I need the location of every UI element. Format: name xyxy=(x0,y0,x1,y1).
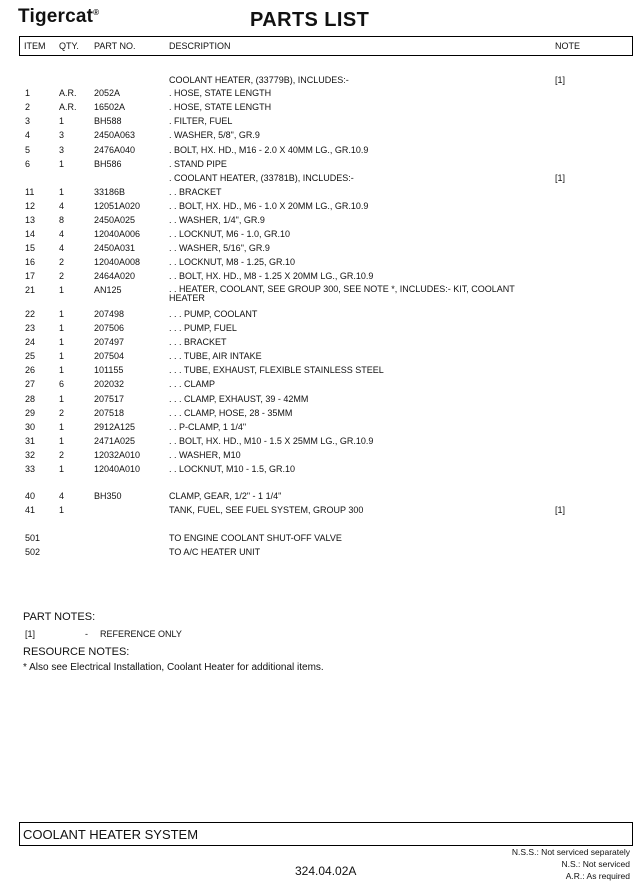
item-number: 3 xyxy=(25,116,31,126)
description: . . . BRACKET xyxy=(169,337,227,347)
item-number: 501 xyxy=(25,533,41,543)
col-header-description: DESCRIPTION xyxy=(169,41,231,51)
item-number: 28 xyxy=(25,394,36,404)
description: TANK, FUEL, SEE FUEL SYSTEM, GROUP 300 xyxy=(169,505,364,515)
description: . . WASHER, M10 xyxy=(169,450,241,460)
part-number: 33186B xyxy=(94,187,126,197)
description: COOLANT HEATER, (33779B), INCLUDES:- xyxy=(169,75,349,85)
part-number: 12032A010 xyxy=(94,450,141,460)
description: . . LOCKNUT, M6 - 1.0, GR.10 xyxy=(169,229,291,239)
logo-text: Tigercat xyxy=(18,6,94,27)
part-number: 207506 xyxy=(94,323,125,333)
part-number: 12040A008 xyxy=(94,257,141,267)
quantity: 1 xyxy=(59,464,65,474)
description: . HOSE, STATE LENGTH xyxy=(169,88,272,98)
quantity: 3 xyxy=(59,145,65,155)
item-number: 6 xyxy=(25,159,31,169)
description: . . P-CLAMP, 1 1/4" xyxy=(169,422,247,432)
quantity: 4 xyxy=(59,201,65,211)
description: . HOSE, STATE LENGTH xyxy=(169,102,272,112)
description: . . . PUMP, COOLANT xyxy=(169,309,258,319)
part-number: 207517 xyxy=(94,394,125,404)
quantity: 2 xyxy=(59,450,65,460)
description: . . BOLT, HX. HD., M6 - 1.0 X 20MM LG., GR.10.9 xyxy=(169,201,369,211)
quantity: 1 xyxy=(59,505,65,515)
part-number: 2450A025 xyxy=(94,215,136,225)
part-number: 12040A010 xyxy=(94,464,141,474)
quantity: 8 xyxy=(59,215,65,225)
section-title: COOLANT HEATER SYSTEM xyxy=(23,827,199,842)
quantity: 1 xyxy=(59,422,65,432)
quantity: 2 xyxy=(59,257,65,267)
quantity: 1 xyxy=(59,365,65,375)
part-number: AN125 xyxy=(94,285,122,295)
quantity: 1 xyxy=(59,394,65,404)
part-number: 101155 xyxy=(94,365,124,375)
part-number: 207498 xyxy=(94,309,125,319)
description: . . LOCKNUT, M8 - 1.25, GR.10 xyxy=(169,257,296,267)
item-number: 22 xyxy=(25,309,36,319)
item-number: 21 xyxy=(25,285,36,295)
part-number: 2450A063 xyxy=(94,130,136,140)
item-number: 502 xyxy=(25,547,41,557)
part-number: BH350 xyxy=(94,491,122,501)
part-number: 202032 xyxy=(94,379,125,389)
table-header xyxy=(19,36,633,56)
item-number: 12 xyxy=(25,201,36,211)
description: . . WASHER, 1/4", GR.9 xyxy=(169,215,265,225)
quantity: 2 xyxy=(59,271,65,281)
item-number: 1 xyxy=(25,88,31,98)
description: . . . PUMP, FUEL xyxy=(169,323,237,333)
item-number: 27 xyxy=(25,379,36,389)
part-number: 207504 xyxy=(94,351,125,361)
quantity: 1 xyxy=(59,323,65,333)
description: . . . CLAMP, EXHAUST, 39 - 42MM xyxy=(169,394,309,404)
description: TO A/C HEATER UNIT xyxy=(169,547,261,557)
part-note-text: REFERENCE ONLY xyxy=(100,629,182,639)
item-number: 16 xyxy=(25,257,36,267)
quantity: A.R. xyxy=(59,88,77,98)
item-number: 25 xyxy=(25,351,36,361)
quantity: 4 xyxy=(59,229,65,239)
part-note-ref: [1] xyxy=(25,629,36,639)
item-number: 17 xyxy=(25,271,36,281)
item-number: 13 xyxy=(25,215,36,225)
item-number: 4 xyxy=(25,130,31,140)
part-number: 2464A020 xyxy=(94,271,136,281)
description: . BOLT, HX. HD., M16 - 2.0 X 40MM LG., GR.10.9 xyxy=(169,145,369,155)
quantity: 1 xyxy=(59,309,65,319)
page-title: PARTS LIST xyxy=(250,9,370,31)
item-number: 29 xyxy=(25,408,36,418)
legend-nss: N.S.S.: Not serviced separately xyxy=(511,847,630,857)
part-number: 2471A025 xyxy=(94,436,136,446)
part-notes-heading: PART NOTES: xyxy=(23,611,96,623)
item-number: 33 xyxy=(25,464,36,474)
part-number: 2912A125 xyxy=(94,422,136,432)
quantity: 2 xyxy=(59,408,65,418)
description: . . BOLT, HX. HD., M8 - 1.25 X 20MM LG., GR.10.9 xyxy=(169,271,374,281)
item-number: 30 xyxy=(25,422,36,432)
item-number: 26 xyxy=(25,365,36,375)
item-number: 24 xyxy=(25,337,36,347)
item-number: 15 xyxy=(25,243,36,253)
registered-mark: ® xyxy=(93,8,100,17)
part-number: 12051A020 xyxy=(94,201,141,211)
resource-notes-heading: RESOURCE NOTES: xyxy=(23,646,130,658)
part-number: 207518 xyxy=(94,408,125,418)
description: . . LOCKNUT, M10 - 1.5, GR.10 xyxy=(169,464,296,474)
description: . . . TUBE, AIR INTAKE xyxy=(169,351,262,361)
quantity: 1 xyxy=(59,187,65,197)
page-number: 324.04.02A xyxy=(295,864,357,878)
part-number: BH588 xyxy=(94,116,122,126)
description: . . BOLT, HX. HD., M10 - 1.5 X 25MM LG., GR.10.9 xyxy=(169,436,374,446)
description: . STAND PIPE xyxy=(169,159,227,169)
description: . . . TUBE, EXHAUST, FLEXIBLE STAINLESS STEEL xyxy=(169,365,384,375)
legend-ns: N.S.: Not serviced xyxy=(561,859,630,869)
item-number: 14 xyxy=(25,229,36,239)
item-number: 2 xyxy=(25,102,31,112)
quantity: 4 xyxy=(59,491,65,501)
description: TO ENGINE COOLANT SHUT-OFF VALVE xyxy=(169,533,342,543)
tigercat-logo xyxy=(18,6,99,28)
item-number: 11 xyxy=(25,187,35,197)
quantity: 6 xyxy=(59,379,65,389)
part-number: 2052A xyxy=(94,88,121,98)
quantity: 1 xyxy=(59,337,65,347)
quantity: 3 xyxy=(59,130,65,140)
part-number: 207497 xyxy=(94,337,125,347)
quantity: 4 xyxy=(59,243,65,253)
description: . . WASHER, 5/16", GR.9 xyxy=(169,243,270,253)
description: . WASHER, 5/8", GR.9 xyxy=(169,130,260,140)
col-header-note: NOTE xyxy=(555,41,581,51)
col-header-part: PART NO. xyxy=(94,41,136,51)
part-note-dash: - xyxy=(85,629,88,639)
item-number: 40 xyxy=(25,491,36,501)
quantity: 1 xyxy=(59,116,65,126)
description: . . BRACKET xyxy=(169,187,222,197)
note-ref: [1] xyxy=(555,505,566,515)
item-number: 31 xyxy=(25,436,36,446)
col-header-item: ITEM xyxy=(24,41,46,51)
item-number: 32 xyxy=(25,450,36,460)
note-ref: [1] xyxy=(555,75,566,85)
note-ref: [1] xyxy=(555,173,566,183)
part-number: 12040A006 xyxy=(94,229,141,239)
item-number: 23 xyxy=(25,323,36,333)
quantity: A.R. xyxy=(59,102,77,112)
description: . . . CLAMP, HOSE, 28 - 35MM xyxy=(169,408,293,418)
resource-note-text: * Also see Electrical Installation, Coolant Heater for additional items. xyxy=(23,662,324,673)
part-number: 16502A xyxy=(94,102,126,112)
item-number: 41 xyxy=(25,505,36,515)
description: CLAMP, GEAR, 1/2" - 1 1/4" xyxy=(169,491,282,501)
description: . . . CLAMP xyxy=(169,379,216,389)
part-number: BH586 xyxy=(94,159,122,169)
quantity: 1 xyxy=(59,436,65,446)
quantity: 1 xyxy=(59,351,65,361)
legend-ar: A.R.: As required xyxy=(565,871,630,881)
item-number: 5 xyxy=(25,145,31,155)
part-number: 2450A031 xyxy=(94,243,136,253)
description: . FILTER, FUEL xyxy=(169,116,233,126)
quantity: 1 xyxy=(59,285,65,295)
col-header-qty: QTY. xyxy=(59,41,79,51)
description: . COOLANT HEATER, (33781B), INCLUDES:- xyxy=(169,173,354,183)
description: . . HEATER, COOLANT, SEE GROUP 300, SEE NOTE *, INCLUDES:- KIT, COOLANT HEATER xyxy=(169,284,515,303)
part-number: 2476A040 xyxy=(94,145,136,155)
quantity: 1 xyxy=(59,159,65,169)
